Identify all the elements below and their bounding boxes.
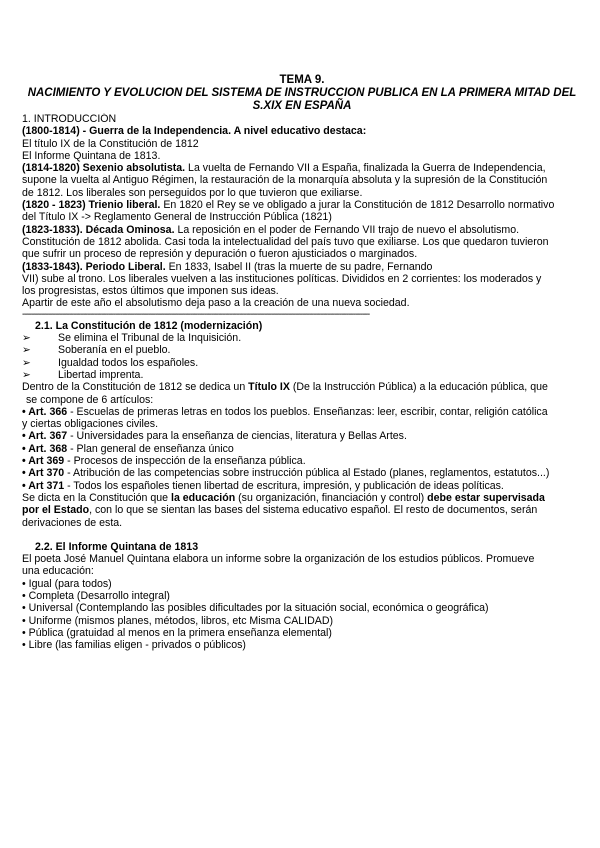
bullet-list [22,332,582,381]
list-item: ➢ Se elimina el Tribunal de la Inquisición. [22,332,242,345]
separator-line: ----------------------------------------------------------------------------------------------------------------------------------------------------- [22,309,370,320]
page-title: TEMA 9. [279,74,325,86]
list-item: y ciertas obligaciones civiles. [22,418,159,431]
section-heading-constitucion: 2.1. La Constitución de 1812 (modernización) [35,319,263,332]
paragraph-line: El poeta José Manuel Quintana elabora un informe sobre la organización de los estudios públicos. Promueve [22,553,535,566]
intro-line: de 1812. Los liberales son perseguidos por lo que tuvieron que exiliarse. [22,186,363,199]
page-subtitle: NACIMIENTO Y EVOLUCIÓN DEL SISTEMA DE INSTRUCCIÓN PÚBLICA EN LA PRIMERA MITAD DEL S.XIX EN ESPAÑA [27,87,577,112]
intro-line: (1820 - 1823) Trienio liberal. En 1820 el Rey se ve obligado a jurar la Constitución de 1812 Desarrollo normativo [22,199,555,212]
list-item: ➢ Soberanía en el pueblo. [22,344,171,357]
list-item: • Libre (las familias eligen - privados o públicos) [22,639,246,652]
list-item: • Art 369 - Procesos de inspección de la enseñanza pública. [22,455,306,468]
paragraph-line: Se dicta en la Constitución que la educación (su organización, financiación y control) debe estar supervisada [22,491,545,504]
arrow-bullet-icon: ➢ [22,356,31,369]
list-item: • Art 371 - Todos los españoles tienen libertad de escritura, impresión, y publicación de ideas políticas. [22,479,504,492]
paragraph-line: una educación: [22,565,94,578]
arrow-bullet-icon: ➢ [22,368,31,381]
section-heading-intro: 1. INTRODUCCIÓN [22,113,117,125]
arrow-bullet-icon: ➢ [22,344,31,357]
list-item: • Uniforme (mismos planes, métodos, libros, etc Misma CALIDAD) [22,614,334,627]
list-item: • Pública (gratuidad al menos en la primera enseñanza elemental) [22,626,332,639]
intro-line: supone la vuelta al Antiguo Régimen, la restauración de la monarquía absoluta y la supresión de la Constitución [22,174,548,187]
list-item: • Igual (para todos) [22,577,112,590]
list-item: • Art. 368 - Plan general de enseñanza único [22,442,234,455]
intro-line: Constitución de 1812 abolida. Casi toda la intelectualidad del país tuvo que exiliarse. Los que quedaron tuvieron [22,235,549,248]
intro-line: VII) sube al trono. Los liberales vuelven a las instituciones políticas. Divididos en 2 corrientes: los moderados y [22,272,542,285]
document-page [22,74,582,651]
paragraph-line: por el Estado, con lo que se sientan las bases del sistema educativo español. El resto de documentos, serán [22,504,538,517]
list-item: • Art 370 - Atribución de las competencias sobre instrucción pública al Estado (planes, reglamentos, estatutos...) [22,467,550,480]
list-item: • Universal (Contemplando las posibles dificultades por la situación social, económica o geográfica) [22,602,489,615]
intro-line: Apartir de este año el absolutismo deja paso a la creación de una nueva sociedad. [22,297,410,310]
arrow-bullet-icon: ➢ [22,332,31,345]
intro-line: del Título IX -> Reglamento General de Instrucción Pública (1821) [22,211,332,224]
intro-line: (1814-1820) Sexenio absolutista. La vuelta de Fernando VII a España, finalizada la Guerra de Independencia, [22,162,546,175]
list-item: ➢ Igualdad todos los españoles. [22,356,199,369]
intro-line: El Informe Quintana de 1813. [22,149,161,162]
intro-line: (1800-1814) - Guerra de la Independencia. A nivel educativo destaca: [22,125,367,138]
paragraph-line: derivaciones de esta. [22,516,123,529]
list-item: • Completa (Desarrollo integral) [22,589,170,602]
paragraph-line: se compone de 6 artículos: [26,393,154,406]
article-list [22,406,582,492]
intro-line: (1823-1833). Década Ominosa. La reposición en el poder de Fernando VII trajo de nuevo el absolutismo. [22,223,520,236]
intro-line: los progresistas, estos últimos que imponen sus ideas. [22,285,279,298]
section-heading-quintana: 2.2. El Informe Quintana de 1813 [35,540,199,553]
list-item: • Art. 366 - Escuelas de primeras letras en todos los pueblos. Enseñanzas: leer, escribir, contar, religión católica [22,405,548,418]
intro-line: El título IX de la Constitución de 1812 [22,137,199,150]
intro-line: que sufrir un proceso de represión y depuración o fueron ajusticiados o marginados. [22,248,418,261]
bullet-list [22,578,582,652]
intro-line: (1833-1843). Periodo Liberal. En 1833, Isabel II (tras la muerte de su padre, Fernando [22,260,433,273]
paragraph-line: Dentro de la Constitución de 1812 se dedica un Título IX (De la Instrucción Pública) a la educación pública, que [22,381,548,394]
list-item: • Art. 367 - Universidades para la enseñanza de ciencias, literatura y Bellas Artes. [22,430,407,443]
list-item: ➢ Libertad imprenta. [22,368,144,381]
